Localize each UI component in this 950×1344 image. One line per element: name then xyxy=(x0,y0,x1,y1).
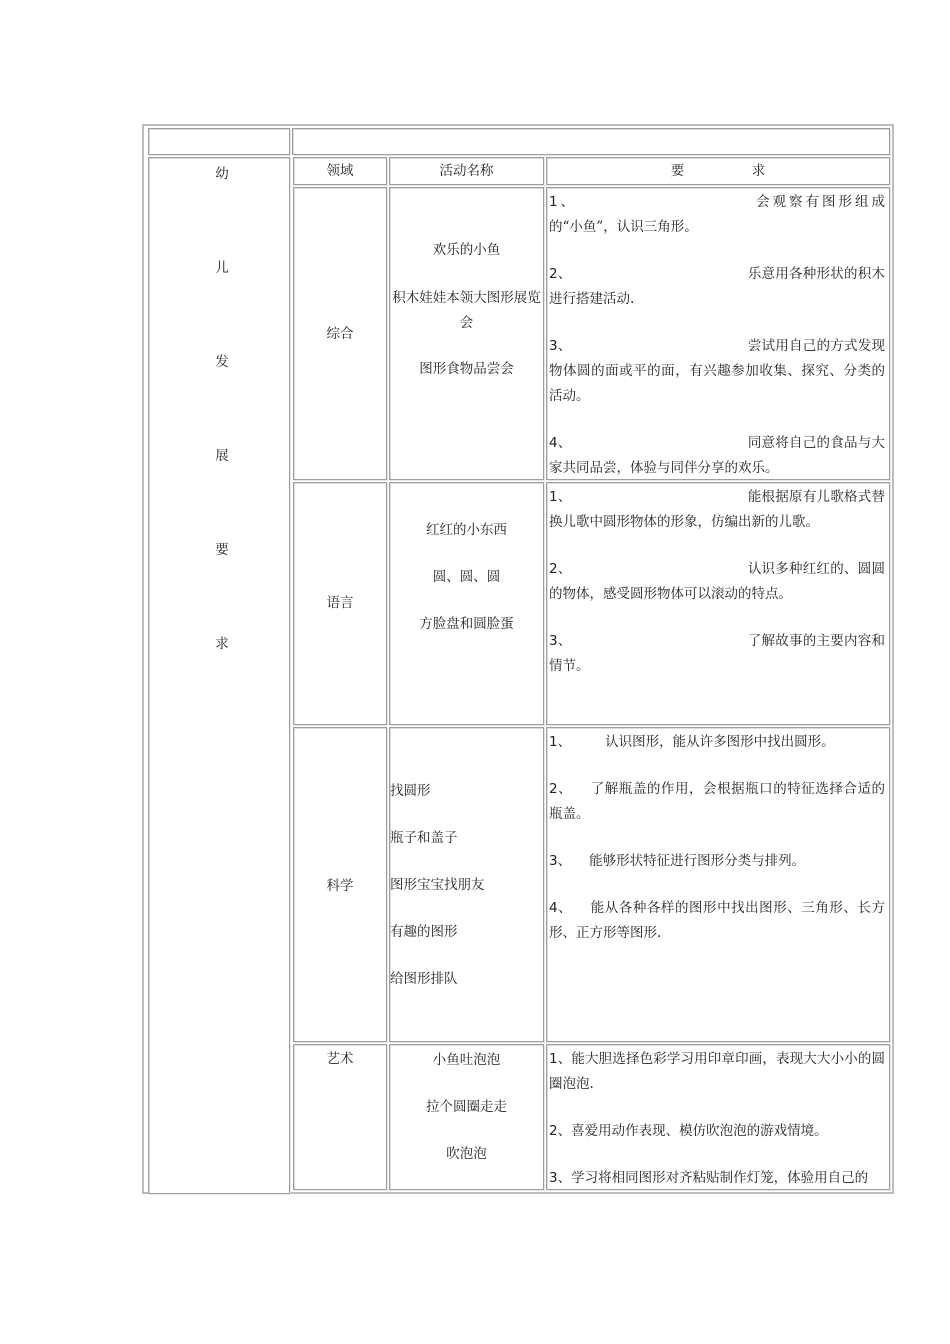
activity-name: 欢乐的小鱼 xyxy=(432,242,501,258)
left-label-char: 展 xyxy=(215,448,229,464)
header-activity: 活动名称 xyxy=(439,163,494,179)
activity-name: 红红的小东西 xyxy=(426,522,507,538)
activity-name: 瓶子和盖子 xyxy=(390,830,458,846)
left-label-cell xyxy=(148,157,290,1194)
requirement-item: 3、学习将相同图形对齐粘贴制作灯笼，体验用自己的 xyxy=(549,1170,869,1186)
activity-name: 图形食物品尝会 xyxy=(419,361,514,377)
row-domain-cell xyxy=(293,187,387,480)
requirement-item: 3、 了解故事的主要内容和情节。 xyxy=(549,633,885,674)
top-right-empty-cell xyxy=(292,128,890,155)
activity-name: 找圆形 xyxy=(390,783,431,799)
requirement-item: 3、 能够形状特征进行图形分类与排列。 xyxy=(549,853,806,869)
requirement-item: 1、能大胆选择色彩学习用印章印画，表现大大小小的圆圈泡泡. xyxy=(549,1051,885,1092)
row-domain: 科学 xyxy=(326,878,354,894)
row-requirements-cell xyxy=(546,482,890,725)
requirement-item: 2、 了解瓶盖的作用，会根据瓶口的特征选择合适的瓶盖。 xyxy=(549,781,885,822)
activity-name: 积木娃娃本领大图形展览会 xyxy=(392,290,541,331)
row-domain: 综合 xyxy=(326,326,354,342)
left-label-char: 发 xyxy=(215,354,229,370)
activity-name: 方脸盘和圆脸蛋 xyxy=(419,616,514,632)
development-requirements-table xyxy=(142,124,894,1194)
activity-name: 圆、圆、圆 xyxy=(432,569,501,585)
activity-name: 小鱼吐泡泡 xyxy=(432,1052,501,1068)
left-label-char: 要 xyxy=(215,542,229,558)
activity-name: 给图形排队 xyxy=(390,971,458,987)
requirement-item: 1、 会观察有图形组成的“小鱼”，认识三角形。 xyxy=(549,194,886,235)
header-requirement-cell xyxy=(546,157,890,185)
requirement-item: 1、 认识图形，能从许多图形中找出圆形。 xyxy=(549,734,835,750)
requirement-item: 4、 能从各种各样的图形中找出图形、三角形、长方形、正方形等图形. xyxy=(549,900,885,941)
activity-name: 吹泡泡 xyxy=(446,1146,487,1162)
requirement-item: 2、 认识多种红红的、圆圆的物体，感受圆形物体可以滚动的特点。 xyxy=(549,561,885,602)
row-requirements-cell xyxy=(546,187,890,480)
left-label-char: 求 xyxy=(215,636,229,652)
activity-name: 拉个圆圈走走 xyxy=(426,1099,507,1115)
requirement-item: 2、 乐意用各种形状的积木进行搭建活动. xyxy=(549,266,885,307)
row-requirements-cell xyxy=(546,727,890,1042)
row-activities-cell xyxy=(389,1044,544,1190)
header-domain-cell xyxy=(293,157,387,185)
row-domain: 艺术 xyxy=(326,1051,354,1067)
left-label-char: 儿 xyxy=(215,260,229,276)
header-domain: 领域 xyxy=(326,163,354,179)
row-activities-cell xyxy=(389,187,544,480)
requirement-item: 3、 尝试用自己的方式发现物体圆的面或平的面，有兴趣参加收集、探究、分类的活动。 xyxy=(549,338,885,404)
top-left-empty-cell xyxy=(148,128,290,155)
requirement-item: 4、 同意将自己的食品与大家共同品尝，体验与同伴分享的欢乐。 xyxy=(549,435,885,476)
row-activities-cell xyxy=(389,482,544,725)
row-requirements-cell xyxy=(546,1044,890,1190)
left-label-char: 幼 xyxy=(215,166,229,182)
row-domain-cell xyxy=(293,727,387,1042)
row-domain-cell xyxy=(293,1044,387,1190)
row-domain-cell xyxy=(293,482,387,725)
header-requirement: 要 求 xyxy=(670,163,766,179)
header-activity-cell xyxy=(389,157,544,185)
row-activities-cell xyxy=(389,727,544,1042)
activity-name: 图形宝宝找朋友 xyxy=(390,877,485,893)
row-domain: 语言 xyxy=(326,595,354,611)
requirement-item: 2、喜爱用动作表现、模仿吹泡泡的游戏情境。 xyxy=(549,1123,828,1139)
activity-name: 有趣的图形 xyxy=(390,924,458,940)
requirement-item: 1、 能根据原有儿歌格式替换儿歌中圆形物体的形象，仿编出新的儿歌。 xyxy=(549,489,885,530)
